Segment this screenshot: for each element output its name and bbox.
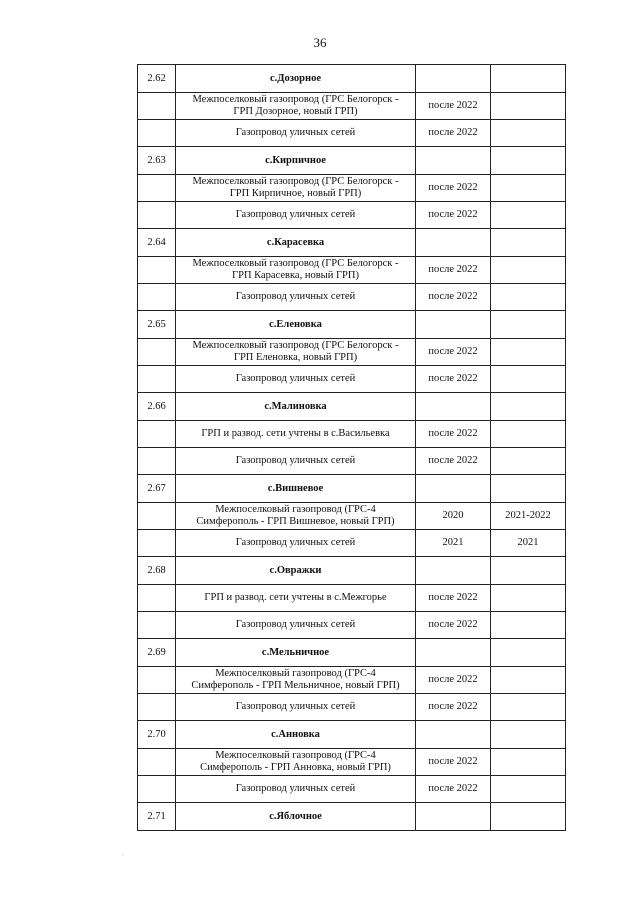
locality-row bbox=[138, 229, 566, 257]
period-cell: 2021 bbox=[416, 530, 491, 557]
scan-speck: · bbox=[122, 853, 124, 859]
object-name-cell: Газопровод уличных сетей bbox=[176, 202, 416, 229]
period-extra-cell: 2021-2022 bbox=[491, 503, 566, 530]
object-name-cell: Газопровод уличных сетей bbox=[176, 694, 416, 721]
period-cell bbox=[416, 311, 491, 339]
period-cell: после 2022 bbox=[416, 612, 491, 639]
table-row bbox=[138, 448, 566, 475]
table-row bbox=[138, 530, 566, 557]
row-number-cell bbox=[138, 694, 176, 721]
row-number-cell: 2.64 bbox=[138, 229, 176, 257]
period-extra-cell bbox=[491, 65, 566, 93]
period-extra-cell bbox=[491, 448, 566, 475]
row-number-cell: 2.68 bbox=[138, 557, 176, 585]
table-row bbox=[138, 694, 566, 721]
period-cell: после 2022 bbox=[416, 175, 491, 202]
object-name-cell: Газопровод уличных сетей bbox=[176, 284, 416, 311]
period-extra-cell bbox=[491, 667, 566, 694]
page-number: 36 bbox=[313, 35, 327, 50]
table-row bbox=[138, 257, 566, 284]
row-number-cell bbox=[138, 93, 176, 120]
period-cell: после 2022 bbox=[416, 284, 491, 311]
row-number-cell bbox=[138, 503, 176, 530]
object-name-cell: Газопровод уличных сетей bbox=[176, 530, 416, 557]
row-number-cell bbox=[138, 284, 176, 311]
locality-name-cell: с.Малиновка bbox=[176, 393, 416, 421]
locality-row bbox=[138, 475, 566, 503]
period-cell bbox=[416, 721, 491, 749]
object-name-cell: Межпоселковый газопровод (ГРС Белогорск - ГРП Карасевка, новый ГРП) bbox=[176, 257, 416, 284]
period-cell bbox=[416, 65, 491, 93]
period-extra-cell bbox=[491, 803, 566, 831]
table-row bbox=[138, 284, 566, 311]
table-row bbox=[138, 421, 566, 448]
period-extra-cell bbox=[491, 366, 566, 393]
object-name-cell: Межпоселковый газопровод (ГРС Белогорск - ГРП Еленовка, новый ГРП) bbox=[176, 339, 416, 366]
table-row bbox=[138, 93, 566, 120]
object-name-cell: Межпоселковый газопровод (ГРС-4 Симферополь - ГРП Анновка, новый ГРП) bbox=[176, 749, 416, 776]
period-extra-cell bbox=[491, 694, 566, 721]
row-number-cell: 2.63 bbox=[138, 147, 176, 175]
table-row bbox=[138, 339, 566, 366]
row-number-cell bbox=[138, 421, 176, 448]
period-extra-cell bbox=[491, 776, 566, 803]
locality-row bbox=[138, 557, 566, 585]
row-number-cell bbox=[138, 339, 176, 366]
period-extra-cell bbox=[491, 93, 566, 120]
table-row bbox=[138, 776, 566, 803]
table-row bbox=[138, 612, 566, 639]
period-cell bbox=[416, 639, 491, 667]
period-extra-cell: 2021 bbox=[491, 530, 566, 557]
period-extra-cell bbox=[491, 393, 566, 421]
period-extra-cell bbox=[491, 639, 566, 667]
period-cell: после 2022 bbox=[416, 366, 491, 393]
row-number-cell: 2.70 bbox=[138, 721, 176, 749]
table-body bbox=[138, 65, 566, 831]
table-row bbox=[138, 175, 566, 202]
row-number-cell bbox=[138, 749, 176, 776]
object-name-cell: Газопровод уличных сетей bbox=[176, 120, 416, 147]
locality-row bbox=[138, 311, 566, 339]
period-cell: после 2022 bbox=[416, 694, 491, 721]
object-name-cell: ГРП и развод. сети учтены в с.Васильевка bbox=[176, 421, 416, 448]
row-number-cell bbox=[138, 612, 176, 639]
locality-name-cell: с.Кирпичное bbox=[176, 147, 416, 175]
period-cell: после 2022 bbox=[416, 585, 491, 612]
period-cell bbox=[416, 803, 491, 831]
period-extra-cell bbox=[491, 421, 566, 448]
row-number-cell: 2.65 bbox=[138, 311, 176, 339]
period-cell: после 2022 bbox=[416, 421, 491, 448]
period-extra-cell bbox=[491, 721, 566, 749]
object-name-cell: Межпоселковый газопровод (ГРС-4 Симферополь - ГРП Вишневое, новый ГРП) bbox=[176, 503, 416, 530]
period-cell: 2020 bbox=[416, 503, 491, 530]
row-number-cell: 2.62 bbox=[138, 65, 176, 93]
table-row bbox=[138, 366, 566, 393]
row-number-cell bbox=[138, 120, 176, 147]
period-cell bbox=[416, 393, 491, 421]
row-number-cell bbox=[138, 175, 176, 202]
period-extra-cell bbox=[491, 120, 566, 147]
locality-name-cell: с.Яблочное bbox=[176, 803, 416, 831]
locality-name-cell: с.Мельничное bbox=[176, 639, 416, 667]
table-row bbox=[138, 120, 566, 147]
period-extra-cell bbox=[491, 557, 566, 585]
table-row bbox=[138, 202, 566, 229]
period-extra-cell bbox=[491, 612, 566, 639]
object-name-cell: ГРП и развод. сети учтены в с.Межгорье bbox=[176, 585, 416, 612]
locality-name-cell: с.Еленовка bbox=[176, 311, 416, 339]
locality-row bbox=[138, 803, 566, 831]
locality-name-cell: с.Дозорное bbox=[176, 65, 416, 93]
row-number-cell bbox=[138, 585, 176, 612]
row-number-cell: 2.71 bbox=[138, 803, 176, 831]
period-cell bbox=[416, 475, 491, 503]
row-number-cell bbox=[138, 257, 176, 284]
locality-name-cell: с.Анновка bbox=[176, 721, 416, 749]
table-row bbox=[138, 749, 566, 776]
gas-pipeline-table bbox=[137, 64, 566, 831]
row-number-cell: 2.66 bbox=[138, 393, 176, 421]
locality-name-cell: с.Овражки bbox=[176, 557, 416, 585]
row-number-cell bbox=[138, 202, 176, 229]
object-name-cell: Газопровод уличных сетей bbox=[176, 776, 416, 803]
period-extra-cell bbox=[491, 147, 566, 175]
object-name-cell: Газопровод уличных сетей bbox=[176, 448, 416, 475]
period-extra-cell bbox=[491, 311, 566, 339]
row-number-cell bbox=[138, 667, 176, 694]
row-number-cell: 2.69 bbox=[138, 639, 176, 667]
row-number-cell: 2.67 bbox=[138, 475, 176, 503]
period-extra-cell bbox=[491, 175, 566, 202]
period-cell: после 2022 bbox=[416, 257, 491, 284]
period-extra-cell bbox=[491, 475, 566, 503]
period-cell: после 2022 bbox=[416, 339, 491, 366]
table-row bbox=[138, 667, 566, 694]
period-cell bbox=[416, 229, 491, 257]
period-cell: после 2022 bbox=[416, 93, 491, 120]
row-number-cell bbox=[138, 448, 176, 475]
period-cell: после 2022 bbox=[416, 667, 491, 694]
period-extra-cell bbox=[491, 202, 566, 229]
period-extra-cell bbox=[491, 749, 566, 776]
locality-name-cell: с.Карасевка bbox=[176, 229, 416, 257]
period-extra-cell bbox=[491, 229, 566, 257]
row-number-cell bbox=[138, 530, 176, 557]
object-name-cell: Межпоселковый газопровод (ГРС Белогорск - ГРП Дозорное, новый ГРП) bbox=[176, 93, 416, 120]
period-cell: после 2022 bbox=[416, 202, 491, 229]
period-cell: после 2022 bbox=[416, 448, 491, 475]
period-extra-cell bbox=[491, 284, 566, 311]
object-name-cell: Межпоселковый газопровод (ГРС Белогорск - ГРП Кирпичное, новый ГРП) bbox=[176, 175, 416, 202]
period-cell: после 2022 bbox=[416, 776, 491, 803]
period-extra-cell bbox=[491, 339, 566, 366]
locality-row bbox=[138, 393, 566, 421]
period-cell bbox=[416, 147, 491, 175]
period-extra-cell bbox=[491, 257, 566, 284]
locality-row bbox=[138, 639, 566, 667]
period-extra-cell bbox=[491, 585, 566, 612]
object-name-cell: Межпоселковый газопровод (ГРС-4 Симферополь - ГРП Мельничное, новый ГРП) bbox=[176, 667, 416, 694]
object-name-cell: Газопровод уличных сетей bbox=[176, 612, 416, 639]
object-name-cell: Газопровод уличных сетей bbox=[176, 366, 416, 393]
locality-name-cell: с.Вишневое bbox=[176, 475, 416, 503]
period-cell: после 2022 bbox=[416, 749, 491, 776]
table-row bbox=[138, 503, 566, 530]
row-number-cell bbox=[138, 776, 176, 803]
locality-row bbox=[138, 147, 566, 175]
period-cell bbox=[416, 557, 491, 585]
table-row bbox=[138, 585, 566, 612]
locality-row bbox=[138, 721, 566, 749]
period-cell: после 2022 bbox=[416, 120, 491, 147]
locality-row bbox=[138, 65, 566, 93]
row-number-cell bbox=[138, 366, 176, 393]
